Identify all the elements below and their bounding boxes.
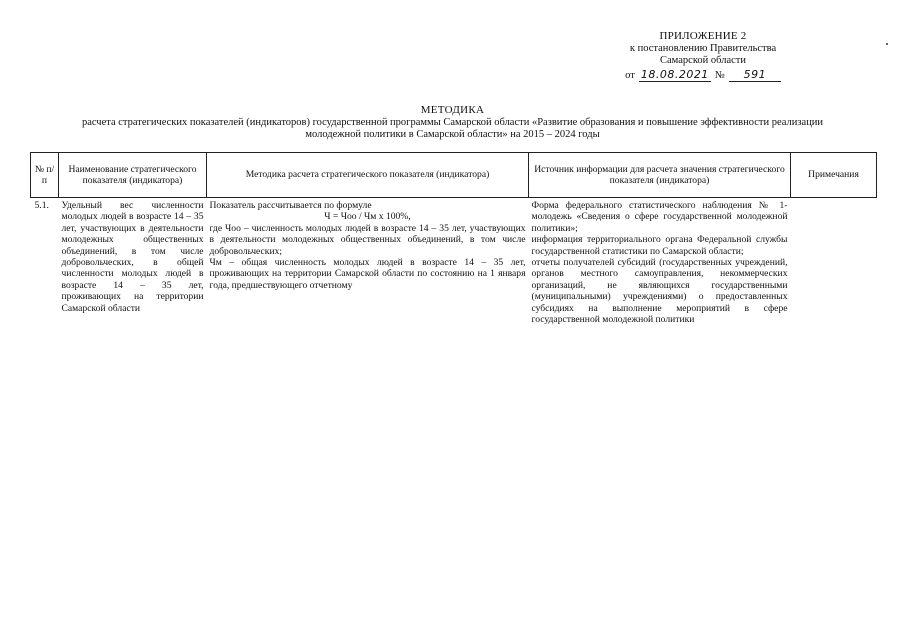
source-item-1: Форма федерального статистического наблюдения № 1-молодежь «Сведения о сфере государственной молодежной политики»; <box>531 200 788 234</box>
number-label: № <box>714 69 725 81</box>
method-formula: Ч = Чоо / Чм х 100%, <box>324 211 411 223</box>
row-indicator-name: Удельный вес численности молодых людей в возрасте 14 – 35 лет, участвующих в деятельности молодежных общественных объединений, в том числе добровольческих, в общей численности молодых людей в возрасте 14 – 35 лет, проживающих на территории Самарской области <box>61 200 204 314</box>
document-title: МЕТОДИКА <box>420 104 485 116</box>
appendix-line-1: к постановлению Правительства <box>629 42 777 54</box>
header-name: Наименование стратегического показателя (индикатора) <box>59 153 207 198</box>
method-intro: Показатель рассчитывается по формуле <box>209 200 372 211</box>
handwritten-number: 591 <box>729 69 781 83</box>
source-item-3: отчеты получателей субсидий (государственных учреждений, органов местного самоуправления, некоммерческих организаций, не являющихся государственными (муниципальными) учреждениями) о предоставленных субсидиях на выполнение мероприятий в сфере государственной молодежной политики <box>531 257 788 326</box>
source-item-2: информация территориального органа Федеральной службы государственной статистики по Самарской области; <box>531 234 788 257</box>
header-notes: Примечания <box>791 153 877 198</box>
header-num: № п/п <box>31 153 59 198</box>
method-where: где Чоо – численность молодых людей в возрасте 14 – 35 лет, участвующих в деятельности молодежных общественных объединений, в том числе добровольческих; <box>209 222 526 257</box>
table-row <box>31 198 877 326</box>
row-notes <box>791 198 877 326</box>
document-subtitle-line-2: молодежной политики в Самарской области» на 2015 – 2024 годы <box>305 129 600 140</box>
handwritten-date: 18.08.2021 <box>639 69 711 83</box>
document-title-block <box>60 104 845 142</box>
appendix-date-line <box>593 69 813 83</box>
appendix-title: ПРИЛОЖЕНИЕ 2 <box>659 30 747 42</box>
row-num: 5.1. <box>34 200 49 211</box>
document-subtitle-line-1: расчета стратегических показателей (индикаторов) государственной программы Самарской области «Развитие образования и повышение эффективности реализации <box>81 116 824 128</box>
table-header-row <box>31 153 877 198</box>
scan-speck <box>886 43 888 45</box>
header-method: Методика расчета стратегического показателя (индикатора) <box>207 153 529 198</box>
from-label: от <box>625 69 635 81</box>
appendix-line-2: Самарской области <box>660 55 746 66</box>
row-method <box>207 198 529 326</box>
row-source <box>529 198 791 326</box>
methodology-table <box>30 152 877 325</box>
header-source: Источник информации для расчета значения стратегического показателя (индикатора) <box>529 153 791 198</box>
appendix-header <box>593 30 813 82</box>
method-total: Чм – общая численность молодых людей в возрасте 14 – 35 лет, проживающих на территории Самарской области по состоянию на 1 января года, предшествующего отчетному <box>209 257 526 291</box>
